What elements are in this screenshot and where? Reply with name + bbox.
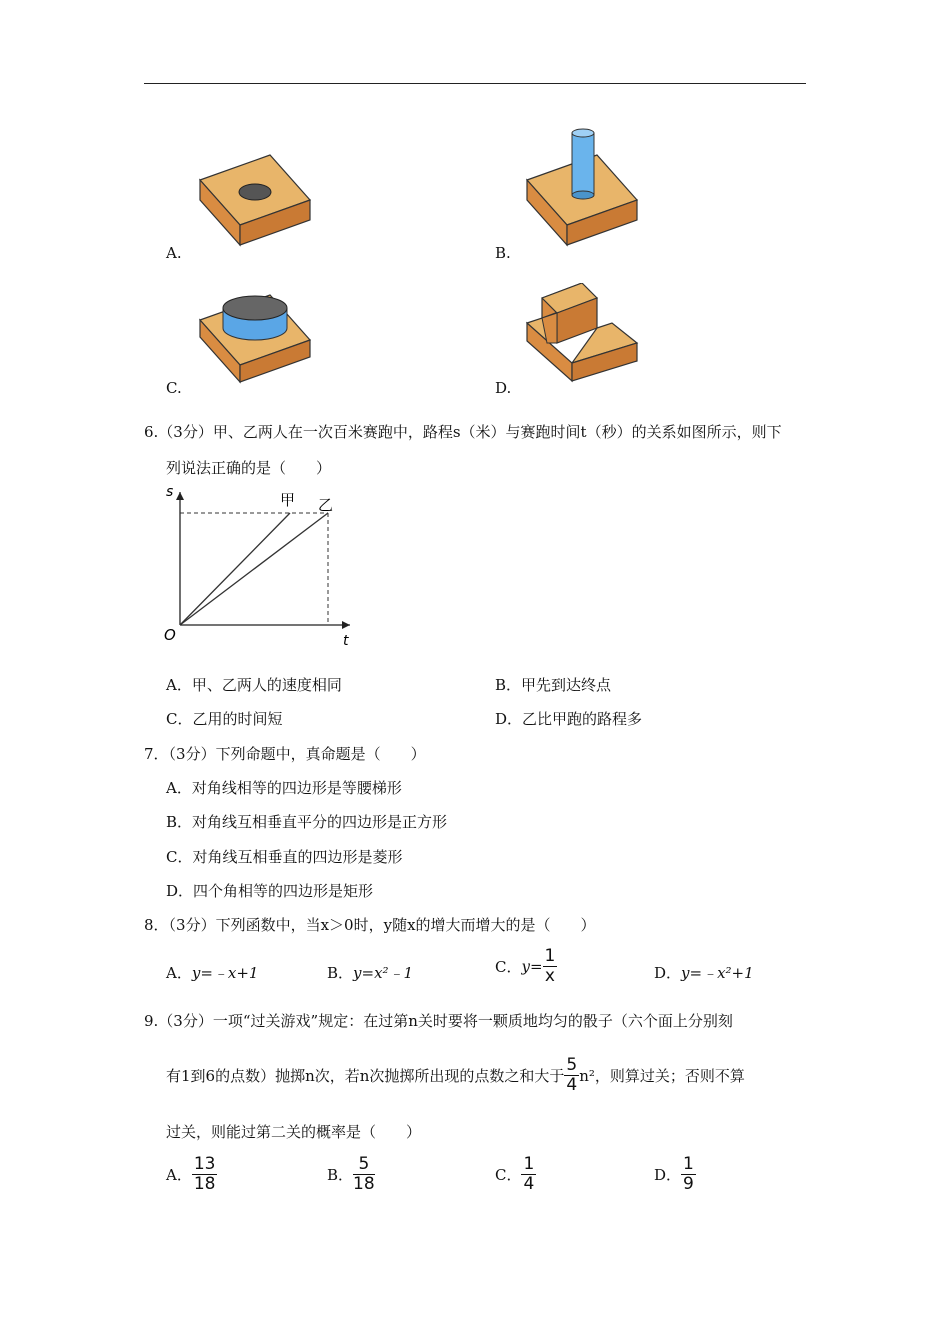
q8-option-a (166, 962, 258, 983)
q9-option-a-label: A． (166, 1166, 192, 1184)
q7-option-c: C．对角线互相垂直的四边形是菱形 (166, 848, 403, 866)
q6-distance-time-graph (160, 480, 360, 650)
q6-option-b: B．甲先到达终点 (495, 676, 612, 694)
fraction-numerator: 1 (683, 1154, 694, 1174)
q8-option-a-expr: y=﹣x+1 (191, 964, 259, 982)
q9-line1: 9.（3分）一项“过关游戏”规定：在过第n关时要将一颗质地均匀的骰子（六个面上分别刻 (144, 1012, 733, 1030)
q5-option-b-label: B. (495, 244, 511, 262)
q9-option-d-fraction (681, 1156, 696, 1193)
q8-option-c (495, 948, 557, 985)
figure-d-stepped-block (522, 283, 642, 383)
q9-line2-before: 有1到6的点数）抛掷n次，若n次抛掷所出现的点数之和大于 (166, 1067, 565, 1085)
q9-option-b-label: B． (327, 1166, 354, 1184)
q9-option-b (327, 1156, 375, 1193)
q8-option-c-label: C． (495, 958, 522, 976)
q6-stem-line1: 6.（3分）甲、乙两人在一次百米赛跑中，路程s（米）与赛跑时间t（秒）的关系如图所示，则下 (144, 423, 782, 441)
graph-origin-label: O (164, 626, 176, 644)
fraction-denominator: 9 (683, 1174, 694, 1194)
q9-option-d-label: D． (654, 1166, 682, 1184)
fraction-numerator: 5 (353, 1156, 375, 1175)
q8-option-b-expr: y=x²﹣1 (353, 964, 414, 982)
q5-option-d-label: D. (495, 379, 512, 397)
q6-option-d: D．乙比甲跑的路程多 (495, 710, 643, 728)
q9-five-quarters-fraction (564, 1057, 579, 1094)
q9-line2 (166, 1057, 745, 1094)
fraction-numerator: 1 (523, 1154, 535, 1174)
q9-option-d (654, 1156, 696, 1193)
graph-x-axis-label: t (343, 633, 349, 649)
q7-option-a: A．对角线相等的四边形是等腰梯形 (166, 779, 402, 797)
figure-a-block-with-hole (195, 150, 315, 250)
q5-option-a-label: A. (166, 244, 182, 262)
figure-c-block-with-disc (195, 290, 315, 385)
q9-option-a-fraction (192, 1156, 218, 1193)
fraction-denominator: 18 (353, 1174, 375, 1194)
q9-line2-after: n²，则算过关；否则不算 (579, 1067, 745, 1085)
q8-option-c-fraction (543, 948, 558, 985)
fraction-denominator: 18 (193, 1174, 216, 1194)
graph-line-jia-label: 甲 (280, 491, 296, 509)
q9-option-c (495, 1156, 536, 1193)
q6-option-a: A．甲、乙两人的速度相同 (166, 676, 342, 694)
q8-option-d-expr: y=﹣x²+1 (681, 964, 754, 982)
q8-option-b (327, 962, 413, 983)
q7-stem: 7．（3分）下列命题中，真命题是（ ） (144, 745, 426, 763)
fraction-denominator: 4 (523, 1174, 535, 1194)
q9-option-c-fraction (521, 1156, 536, 1193)
fraction-numerator: 1 (544, 946, 556, 966)
q8-option-d-label: D． (654, 964, 682, 982)
q7-option-d: D．四个角相等的四边形是矩形 (166, 882, 374, 900)
q5-option-c-label: C. (166, 379, 182, 397)
q9-line3: 过关，则能过第二关的概率是（ ） (166, 1123, 422, 1141)
q7-option-b: B．对角线互相垂直平分的四边形是正方形 (166, 813, 448, 831)
q9-option-b-fraction (353, 1156, 375, 1193)
q6-stem-line2: 列说法正确的是（ ） (166, 459, 332, 477)
fraction-denominator: 4 (566, 1075, 578, 1095)
q8-option-b-label: B． (327, 964, 354, 982)
fraction-numerator: 5 (566, 1055, 578, 1075)
figure-b-block-with-cylinder (522, 125, 642, 250)
q8-option-c-lhs: y= (521, 957, 543, 976)
q9-option-a (166, 1156, 217, 1193)
fraction-numerator: 13 (193, 1154, 216, 1174)
q6-option-c: C．乙用的时间短 (166, 710, 283, 728)
graph-y-axis-label: s (166, 484, 174, 500)
q8-option-a-label: A． (166, 964, 192, 982)
fraction-denominator: x (544, 966, 555, 986)
header-rule (144, 83, 806, 84)
q8-option-d (654, 962, 754, 983)
q8-stem: 8．（3分）下列函数中，当x＞0时，y随x的增大而增大的是（ ） (144, 916, 596, 934)
graph-line-yi-label: 乙 (318, 496, 334, 514)
q9-option-c-label: C． (495, 1166, 522, 1184)
